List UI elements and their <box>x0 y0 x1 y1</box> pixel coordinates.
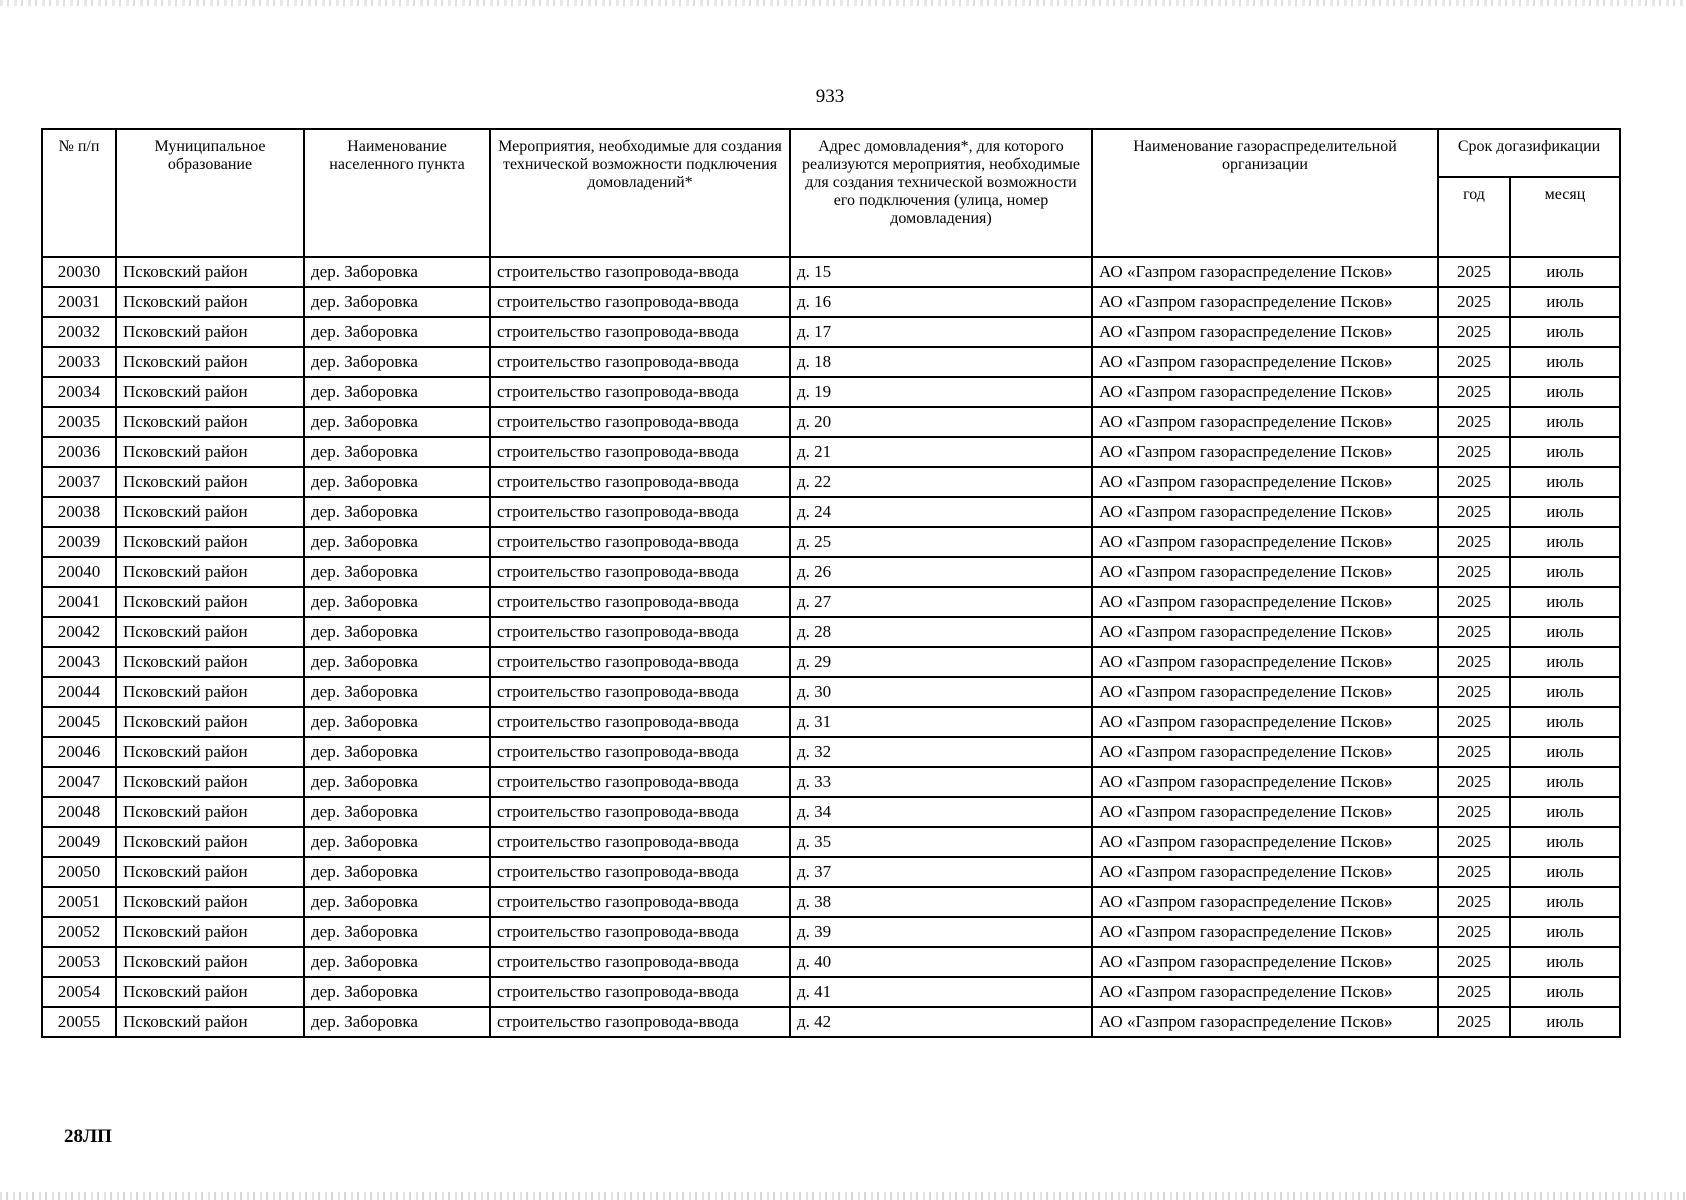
cell-organization: АО «Газпром газораспределение Псков» <box>1092 1007 1438 1037</box>
cell-municipality: Псковский район <box>116 347 304 377</box>
table-row <box>42 407 1620 437</box>
cell-month: июль <box>1510 767 1620 797</box>
cell-organization: АО «Газпром газораспределение Псков» <box>1092 287 1438 317</box>
cell-municipality: Псковский район <box>116 647 304 677</box>
table-row <box>42 557 1620 587</box>
cell-settlement: дер. Заборовка <box>304 647 490 677</box>
cell-settlement: дер. Заборовка <box>304 827 490 857</box>
cell-municipality: Псковский район <box>116 497 304 527</box>
cell-year: 2025 <box>1438 557 1510 587</box>
cell-measure: строительство газопровода-ввода <box>490 977 790 1007</box>
table-row <box>42 947 1620 977</box>
cell-address: д. 16 <box>790 287 1092 317</box>
cell-settlement: дер. Заборовка <box>304 437 490 467</box>
table-row <box>42 647 1620 677</box>
cell-measure: строительство газопровода-ввода <box>490 347 790 377</box>
cell-municipality: Псковский район <box>116 917 304 947</box>
cell-year: 2025 <box>1438 617 1510 647</box>
cell-organization: АО «Газпром газораспределение Псков» <box>1092 587 1438 617</box>
table-row <box>42 257 1620 287</box>
cell-measure: строительство газопровода-ввода <box>490 437 790 467</box>
cell-municipality: Псковский район <box>116 857 304 887</box>
table-row <box>42 857 1620 887</box>
cell-address: д. 34 <box>790 797 1092 827</box>
cell-address: д. 28 <box>790 617 1092 647</box>
cell-municipality: Псковский район <box>116 407 304 437</box>
cell-year: 2025 <box>1438 527 1510 557</box>
cell-month: июль <box>1510 707 1620 737</box>
cell-num: 20054 <box>42 977 116 1007</box>
table-row <box>42 317 1620 347</box>
cell-address: д. 33 <box>790 767 1092 797</box>
cell-num: 20046 <box>42 737 116 767</box>
cell-month: июль <box>1510 377 1620 407</box>
cell-measure: строительство газопровода-ввода <box>490 617 790 647</box>
table-row <box>42 977 1620 1007</box>
cell-municipality: Псковский район <box>116 947 304 977</box>
cell-address: д. 40 <box>790 947 1092 977</box>
cell-num: 20030 <box>42 257 116 287</box>
cell-settlement: дер. Заборовка <box>304 767 490 797</box>
cell-num: 20039 <box>42 527 116 557</box>
cell-municipality: Псковский район <box>116 557 304 587</box>
cell-month: июль <box>1510 557 1620 587</box>
cell-municipality: Псковский район <box>116 767 304 797</box>
cell-municipality: Псковский район <box>116 257 304 287</box>
cell-num: 20049 <box>42 827 116 857</box>
cell-measure: строительство газопровода-ввода <box>490 857 790 887</box>
cell-measure: строительство газопровода-ввода <box>490 677 790 707</box>
cell-month: июль <box>1510 797 1620 827</box>
cell-organization: АО «Газпром газораспределение Псков» <box>1092 827 1438 857</box>
cell-month: июль <box>1510 347 1620 377</box>
cell-organization: АО «Газпром газораспределение Псков» <box>1092 857 1438 887</box>
cell-month: июль <box>1510 977 1620 1007</box>
cell-num: 20031 <box>42 287 116 317</box>
cell-organization: АО «Газпром газораспределение Псков» <box>1092 557 1438 587</box>
cell-year: 2025 <box>1438 467 1510 497</box>
cell-month: июль <box>1510 1007 1620 1037</box>
cell-num: 20040 <box>42 557 116 587</box>
header-address: Адрес домовладения*, для которого реализуются мероприятия, необходимые для создания технической возможности его подключения (улица, номер домовладения) <box>790 129 1092 257</box>
cell-measure: строительство газопровода-ввода <box>490 497 790 527</box>
cell-num: 20041 <box>42 587 116 617</box>
cell-municipality: Псковский район <box>116 677 304 707</box>
table-row <box>42 1007 1620 1037</box>
cell-organization: АО «Газпром газораспределение Псков» <box>1092 797 1438 827</box>
cell-organization: АО «Газпром газораспределение Псков» <box>1092 707 1438 737</box>
cell-organization: АО «Газпром газораспределение Псков» <box>1092 377 1438 407</box>
cell-measure: строительство газопровода-ввода <box>490 917 790 947</box>
header-year: год <box>1438 177 1510 257</box>
cell-settlement: дер. Заборовка <box>304 797 490 827</box>
cell-measure: строительство газопровода-ввода <box>490 797 790 827</box>
header-municipality: Муниципальное образование <box>116 129 304 257</box>
cell-organization: АО «Газпром газораспределение Псков» <box>1092 947 1438 977</box>
cell-settlement: дер. Заборовка <box>304 407 490 437</box>
cell-settlement: дер. Заборовка <box>304 497 490 527</box>
cell-month: июль <box>1510 257 1620 287</box>
cell-num: 20048 <box>42 797 116 827</box>
cell-municipality: Псковский район <box>116 527 304 557</box>
cell-month: июль <box>1510 317 1620 347</box>
table-row <box>42 767 1620 797</box>
cell-address: д. 15 <box>790 257 1092 287</box>
cell-organization: АО «Газпром газораспределение Псков» <box>1092 677 1438 707</box>
cell-measure: строительство газопровода-ввода <box>490 527 790 557</box>
cell-municipality: Псковский район <box>116 587 304 617</box>
table-row <box>42 287 1620 317</box>
cell-address: д. 24 <box>790 497 1092 527</box>
cell-address: д. 37 <box>790 857 1092 887</box>
table-row <box>42 707 1620 737</box>
cell-measure: строительство газопровода-ввода <box>490 587 790 617</box>
cell-organization: АО «Газпром газораспределение Псков» <box>1092 257 1438 287</box>
header-settlement: Наименование населенного пункта <box>304 129 490 257</box>
cell-organization: АО «Газпром газораспределение Псков» <box>1092 497 1438 527</box>
cell-address: д. 32 <box>790 737 1092 767</box>
cell-num: 20038 <box>42 497 116 527</box>
cell-year: 2025 <box>1438 1007 1510 1037</box>
cell-address: д. 22 <box>790 467 1092 497</box>
cell-year: 2025 <box>1438 377 1510 407</box>
cell-measure: строительство газопровода-ввода <box>490 947 790 977</box>
cell-measure: строительство газопровода-ввода <box>490 377 790 407</box>
cell-organization: АО «Газпром газораспределение Псков» <box>1092 977 1438 1007</box>
cell-num: 20050 <box>42 857 116 887</box>
table-row <box>42 377 1620 407</box>
cell-municipality: Псковский район <box>116 287 304 317</box>
cell-month: июль <box>1510 887 1620 917</box>
cell-measure: строительство газопровода-ввода <box>490 707 790 737</box>
cell-measure: строительство газопровода-ввода <box>490 767 790 797</box>
cell-address: д. 39 <box>790 917 1092 947</box>
header-month: месяц <box>1510 177 1620 257</box>
cell-year: 2025 <box>1438 317 1510 347</box>
cell-num: 20036 <box>42 437 116 467</box>
table-row <box>42 587 1620 617</box>
cell-measure: строительство газопровода-ввода <box>490 287 790 317</box>
cell-num: 20034 <box>42 377 116 407</box>
cell-month: июль <box>1510 467 1620 497</box>
cell-address: д. 38 <box>790 887 1092 917</box>
cell-organization: АО «Газпром газораспределение Псков» <box>1092 617 1438 647</box>
cell-measure: строительство газопровода-ввода <box>490 317 790 347</box>
cell-municipality: Псковский район <box>116 317 304 347</box>
scan-edge-top <box>0 0 1686 6</box>
cell-num: 20043 <box>42 647 116 677</box>
cell-settlement: дер. Заборовка <box>304 1007 490 1037</box>
cell-settlement: дер. Заборовка <box>304 347 490 377</box>
cell-address: д. 25 <box>790 527 1092 557</box>
cell-measure: строительство газопровода-ввода <box>490 257 790 287</box>
cell-year: 2025 <box>1438 677 1510 707</box>
cell-year: 2025 <box>1438 887 1510 917</box>
cell-settlement: дер. Заборовка <box>304 377 490 407</box>
cell-settlement: дер. Заборовка <box>304 947 490 977</box>
cell-settlement: дер. Заборовка <box>304 917 490 947</box>
cell-organization: АО «Газпром газораспределение Псков» <box>1092 467 1438 497</box>
cell-year: 2025 <box>1438 977 1510 1007</box>
cell-municipality: Псковский район <box>116 827 304 857</box>
cell-month: июль <box>1510 857 1620 887</box>
cell-municipality: Псковский район <box>116 977 304 1007</box>
cell-municipality: Псковский район <box>116 377 304 407</box>
cell-settlement: дер. Заборовка <box>304 587 490 617</box>
cell-address: д. 27 <box>790 587 1092 617</box>
cell-measure: строительство газопровода-ввода <box>490 737 790 767</box>
cell-month: июль <box>1510 647 1620 677</box>
table-row <box>42 527 1620 557</box>
table-row <box>42 827 1620 857</box>
cell-num: 20035 <box>42 407 116 437</box>
header-organization: Наименование газораспределительной организации <box>1092 129 1438 257</box>
cell-organization: АО «Газпром газораспределение Псков» <box>1092 407 1438 437</box>
cell-year: 2025 <box>1438 437 1510 467</box>
cell-measure: строительство газопровода-ввода <box>490 557 790 587</box>
cell-num: 20047 <box>42 767 116 797</box>
table-row <box>42 677 1620 707</box>
cell-month: июль <box>1510 947 1620 977</box>
table-row <box>42 347 1620 377</box>
cell-address: д. 18 <box>790 347 1092 377</box>
header-measures: Мероприятия, необходимые для создания технической возможности подключения домовладений* <box>490 129 790 257</box>
cell-month: июль <box>1510 497 1620 527</box>
cell-month: июль <box>1510 617 1620 647</box>
cell-year: 2025 <box>1438 347 1510 377</box>
cell-num: 20053 <box>42 947 116 977</box>
cell-settlement: дер. Заборовка <box>304 467 490 497</box>
cell-year: 2025 <box>1438 257 1510 287</box>
cell-year: 2025 <box>1438 287 1510 317</box>
cell-measure: строительство газопровода-ввода <box>490 1007 790 1037</box>
cell-num: 20045 <box>42 707 116 737</box>
cell-organization: АО «Газпром газораспределение Псков» <box>1092 347 1438 377</box>
cell-measure: строительство газопровода-ввода <box>490 467 790 497</box>
cell-municipality: Псковский район <box>116 887 304 917</box>
cell-address: д. 42 <box>790 1007 1092 1037</box>
cell-num: 20033 <box>42 347 116 377</box>
cell-municipality: Псковский район <box>116 707 304 737</box>
cell-settlement: дер. Заборовка <box>304 887 490 917</box>
cell-year: 2025 <box>1438 917 1510 947</box>
cell-year: 2025 <box>1438 767 1510 797</box>
cell-municipality: Псковский район <box>116 737 304 767</box>
cell-settlement: дер. Заборовка <box>304 857 490 887</box>
cell-municipality: Псковский район <box>116 1007 304 1037</box>
cell-measure: строительство газопровода-ввода <box>490 407 790 437</box>
cell-settlement: дер. Заборовка <box>304 527 490 557</box>
cell-settlement: дер. Заборовка <box>304 617 490 647</box>
cell-address: д. 29 <box>790 647 1092 677</box>
cell-organization: АО «Газпром газораспределение Псков» <box>1092 317 1438 347</box>
cell-address: д. 20 <box>790 407 1092 437</box>
cell-settlement: дер. Заборовка <box>304 977 490 1007</box>
footer-mark: 28ЛП <box>64 1126 112 1147</box>
cell-year: 2025 <box>1438 497 1510 527</box>
cell-settlement: дер. Заборовка <box>304 737 490 767</box>
cell-year: 2025 <box>1438 587 1510 617</box>
table-header <box>42 129 1620 257</box>
cell-month: июль <box>1510 737 1620 767</box>
cell-num: 20044 <box>42 677 116 707</box>
table-row <box>42 467 1620 497</box>
cell-settlement: дер. Заборовка <box>304 257 490 287</box>
table-row <box>42 797 1620 827</box>
cell-num: 20051 <box>42 887 116 917</box>
cell-month: июль <box>1510 917 1620 947</box>
scan-edge-bottom <box>0 1192 1686 1200</box>
cell-measure: строительство газопровода-ввода <box>490 827 790 857</box>
cell-month: июль <box>1510 287 1620 317</box>
cell-year: 2025 <box>1438 827 1510 857</box>
cell-measure: строительство газопровода-ввода <box>490 647 790 677</box>
cell-month: июль <box>1510 437 1620 467</box>
table-body <box>42 257 1620 1037</box>
cell-settlement: дер. Заборовка <box>304 707 490 737</box>
table-row <box>42 917 1620 947</box>
cell-address: д. 17 <box>790 317 1092 347</box>
cell-month: июль <box>1510 527 1620 557</box>
cell-year: 2025 <box>1438 797 1510 827</box>
cell-year: 2025 <box>1438 857 1510 887</box>
table-row <box>42 887 1620 917</box>
cell-month: июль <box>1510 827 1620 857</box>
cell-num: 20032 <box>42 317 116 347</box>
cell-month: июль <box>1510 677 1620 707</box>
header-num: № п/п <box>42 129 116 257</box>
cell-num: 20042 <box>42 617 116 647</box>
cell-year: 2025 <box>1438 707 1510 737</box>
cell-organization: АО «Газпром газораспределение Псков» <box>1092 437 1438 467</box>
cell-organization: АО «Газпром газораспределение Псков» <box>1092 887 1438 917</box>
cell-year: 2025 <box>1438 407 1510 437</box>
cell-address: д. 35 <box>790 827 1092 857</box>
table-row <box>42 617 1620 647</box>
cell-num: 20052 <box>42 917 116 947</box>
cell-month: июль <box>1510 587 1620 617</box>
cell-settlement: дер. Заборовка <box>304 557 490 587</box>
gasification-table <box>41 128 1621 1038</box>
cell-year: 2025 <box>1438 947 1510 977</box>
cell-year: 2025 <box>1438 647 1510 677</box>
header-deadline: Срок догазификации <box>1438 129 1620 177</box>
cell-municipality: Псковский район <box>116 797 304 827</box>
cell-organization: АО «Газпром газораспределение Псков» <box>1092 767 1438 797</box>
cell-address: д. 19 <box>790 377 1092 407</box>
cell-address: д. 30 <box>790 677 1092 707</box>
cell-month: июль <box>1510 407 1620 437</box>
cell-organization: АО «Газпром газораспределение Псков» <box>1092 737 1438 767</box>
page-number: 933 <box>815 86 845 107</box>
cell-year: 2025 <box>1438 737 1510 767</box>
cell-municipality: Псковский район <box>116 467 304 497</box>
cell-num: 20055 <box>42 1007 116 1037</box>
table-row <box>42 437 1620 467</box>
cell-address: д. 41 <box>790 977 1092 1007</box>
cell-settlement: дер. Заборовка <box>304 317 490 347</box>
table-row <box>42 497 1620 527</box>
cell-address: д. 31 <box>790 707 1092 737</box>
cell-organization: АО «Газпром газораспределение Псков» <box>1092 647 1438 677</box>
cell-address: д. 26 <box>790 557 1092 587</box>
cell-organization: АО «Газпром газораспределение Псков» <box>1092 527 1438 557</box>
cell-organization: АО «Газпром газораспределение Псков» <box>1092 917 1438 947</box>
cell-settlement: дер. Заборовка <box>304 287 490 317</box>
cell-settlement: дер. Заборовка <box>304 677 490 707</box>
table-row <box>42 737 1620 767</box>
cell-municipality: Псковский район <box>116 617 304 647</box>
cell-address: д. 21 <box>790 437 1092 467</box>
cell-municipality: Псковский район <box>116 437 304 467</box>
cell-measure: строительство газопровода-ввода <box>490 887 790 917</box>
cell-num: 20037 <box>42 467 116 497</box>
